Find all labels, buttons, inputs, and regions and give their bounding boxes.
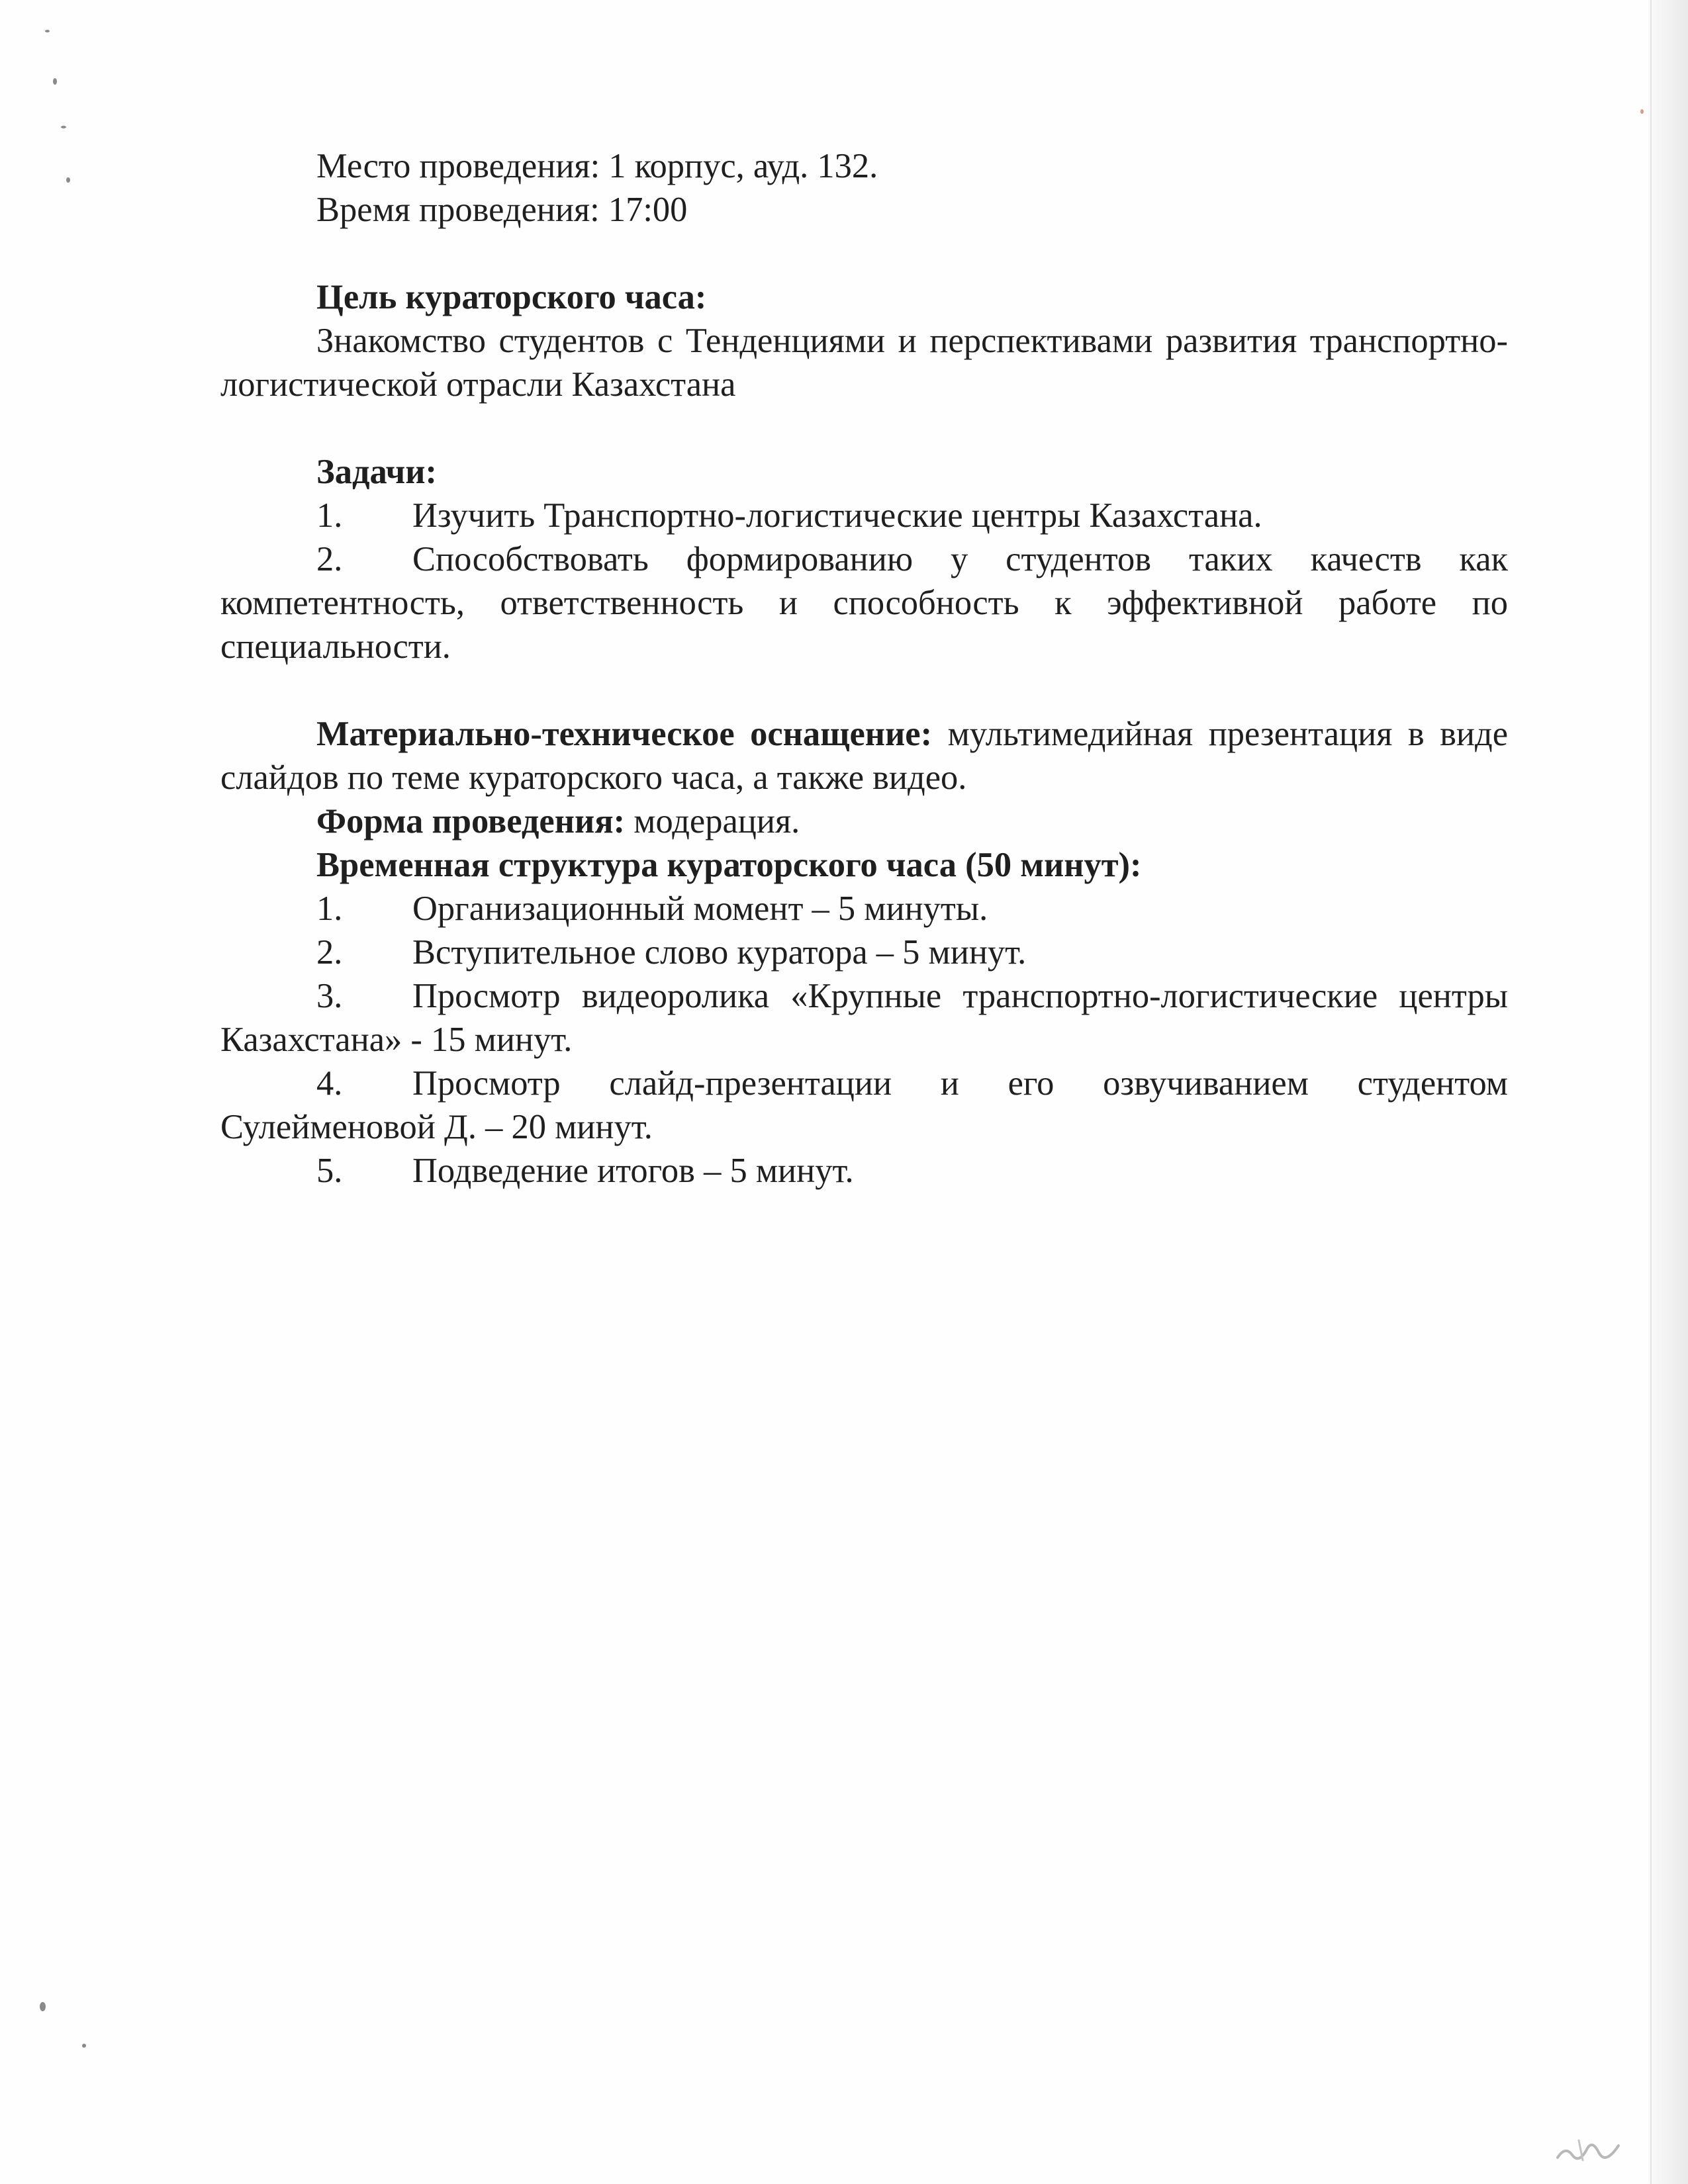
- time-line: Время проведения: 17:00: [316, 191, 688, 229]
- scan-speck: [53, 78, 57, 85]
- structure-number: 5.: [316, 1152, 343, 1190]
- form-text: модерация.: [625, 802, 800, 841]
- spacer: [220, 232, 1508, 275]
- structure-item: [220, 887, 1508, 931]
- goal-heading: Цель кураторского часа:: [316, 278, 707, 316]
- task-text: Изучить Транспортно-логистические центры Казахстана.: [412, 496, 1262, 535]
- equipment-paragraph: [220, 712, 1508, 799]
- structure-text: Просмотр слайд-презентации и его озвучиванием студентом Сулейменовой Д. – 20 минут.: [220, 1064, 1508, 1146]
- scan-edge-shadow: [1648, 0, 1688, 2184]
- place-line: Место проведения: 1 корпус, ауд. 132.: [316, 147, 878, 185]
- structure-text: Вступительное слово куратора – 5 минут.: [412, 933, 1027, 972]
- structure-text: Организационный момент – 5 минуты.: [412, 889, 988, 928]
- goal-text: Знакомство студентов с Тенденциями и перспективами развития транспортно-логистической отрасли Казахстана: [220, 322, 1508, 404]
- structure-item: [220, 974, 1508, 1062]
- structure-text: Подведение итогов – 5 минут.: [412, 1152, 854, 1190]
- form-paragraph: [220, 799, 1508, 843]
- structure-text: Просмотр видеоролика «Крупные транспортно-логистические центры Казахстана» - 15 минут.: [220, 977, 1508, 1059]
- scan-speck: [61, 126, 66, 128]
- structure-number: 4.: [316, 1064, 343, 1103]
- scan-edge-line: [1650, 0, 1652, 2184]
- document-body: [220, 144, 1508, 1193]
- task-number: 1.: [316, 496, 343, 535]
- structure-number: 2.: [316, 933, 343, 972]
- task-item: [220, 537, 1508, 668]
- form-label: Форма проведения:: [316, 802, 626, 841]
- scan-speck: [40, 2002, 46, 2011]
- structure-item: [220, 1149, 1508, 1193]
- scan-speck: [45, 30, 50, 32]
- corner-pencil-scribble: [1552, 2126, 1625, 2165]
- structure-item: [220, 931, 1508, 974]
- scan-speck: [66, 177, 70, 183]
- task-number: 2.: [316, 540, 343, 578]
- tasks-heading: Задачи:: [316, 453, 438, 491]
- structure-heading: Временная структура кураторского часа (50 минут):: [316, 846, 1142, 884]
- structure-number: 3.: [316, 977, 343, 1015]
- structure-number: 1.: [316, 889, 343, 928]
- scan-speck: [82, 2044, 86, 2048]
- task-text: Способствовать формированию у студентов таких качеств как компетентность, ответственность и способность к эффективной работе по специальности.: [220, 540, 1508, 666]
- equipment-label: Материально-техническое оснащение:: [316, 715, 933, 753]
- spacer: [220, 406, 1508, 450]
- task-item: [220, 494, 1508, 537]
- scan-speck: [1640, 109, 1644, 114]
- spacer: [220, 668, 1508, 712]
- equipment-text: мультимедийная презентация в виде слайдов по теме кураторского часа, а также видео.: [220, 715, 1508, 797]
- structure-item: [220, 1062, 1508, 1149]
